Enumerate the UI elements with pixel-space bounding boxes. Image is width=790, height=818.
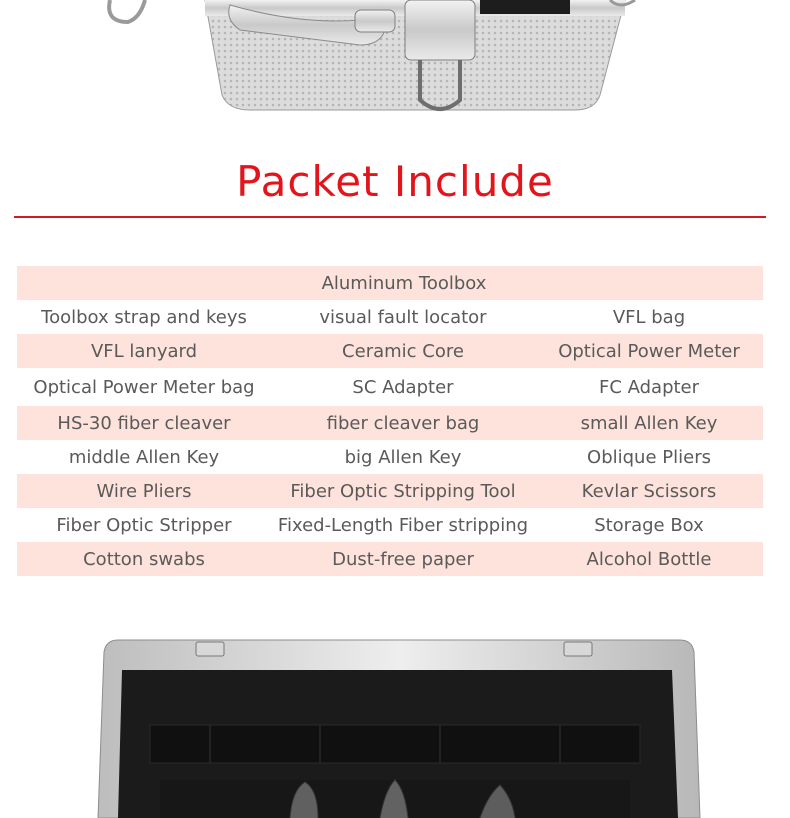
list-item: Storage Box	[594, 514, 704, 536]
table-row	[17, 474, 763, 508]
list-item: Optical Power Meter bag	[33, 376, 255, 398]
table-row	[17, 266, 763, 300]
table-row	[17, 440, 763, 474]
list-item: small Allen Key	[580, 412, 718, 434]
list-item: Dust-free paper	[332, 548, 474, 570]
list-item: middle Allen Key	[68, 446, 220, 468]
list-item: HS-30 fiber cleaver	[57, 412, 231, 434]
list-item: visual fault locator	[319, 306, 487, 328]
list-item: Ceramic Core	[342, 340, 464, 362]
list-item: Alcohol Bottle	[586, 548, 712, 570]
list-item: SC Adapter	[352, 376, 454, 398]
packet-include-heading: Packet Include	[236, 157, 554, 206]
table-row	[17, 542, 763, 576]
list-item: Optical Power Meter	[558, 340, 740, 362]
list-item: FC Adapter	[598, 376, 700, 398]
list-item: Oblique Pliers	[587, 446, 711, 468]
list-item: Fiber Optic Stripper	[56, 514, 232, 536]
table-row	[17, 300, 763, 334]
heading-divider	[14, 216, 766, 218]
list-item: Wire Pliers	[96, 480, 192, 502]
list-item: VFL bag	[612, 306, 686, 328]
open-toolbox-photo	[0, 630, 790, 818]
list-item: fiber cleaver bag	[326, 412, 480, 434]
list-item: VFL lanyard	[90, 340, 198, 362]
list-item: Toolbox strap and keys	[41, 306, 247, 328]
list-item: Fiber Optic Stripping Tool	[290, 480, 516, 502]
table-row	[17, 508, 763, 542]
list-item: Kevlar Scissors	[581, 480, 717, 502]
list-item: Aluminum Toolbox	[321, 272, 487, 294]
table-row	[17, 368, 763, 406]
list-item: big Allen Key	[344, 446, 462, 468]
list-item: Fixed-Length Fiber stripping	[277, 514, 529, 536]
aluminum-toolbox-top-photo	[0, 0, 790, 125]
list-item: Cotton swabs	[83, 548, 205, 570]
table-row	[17, 406, 763, 440]
table-row	[17, 334, 763, 368]
packet-contents-table	[17, 266, 763, 576]
